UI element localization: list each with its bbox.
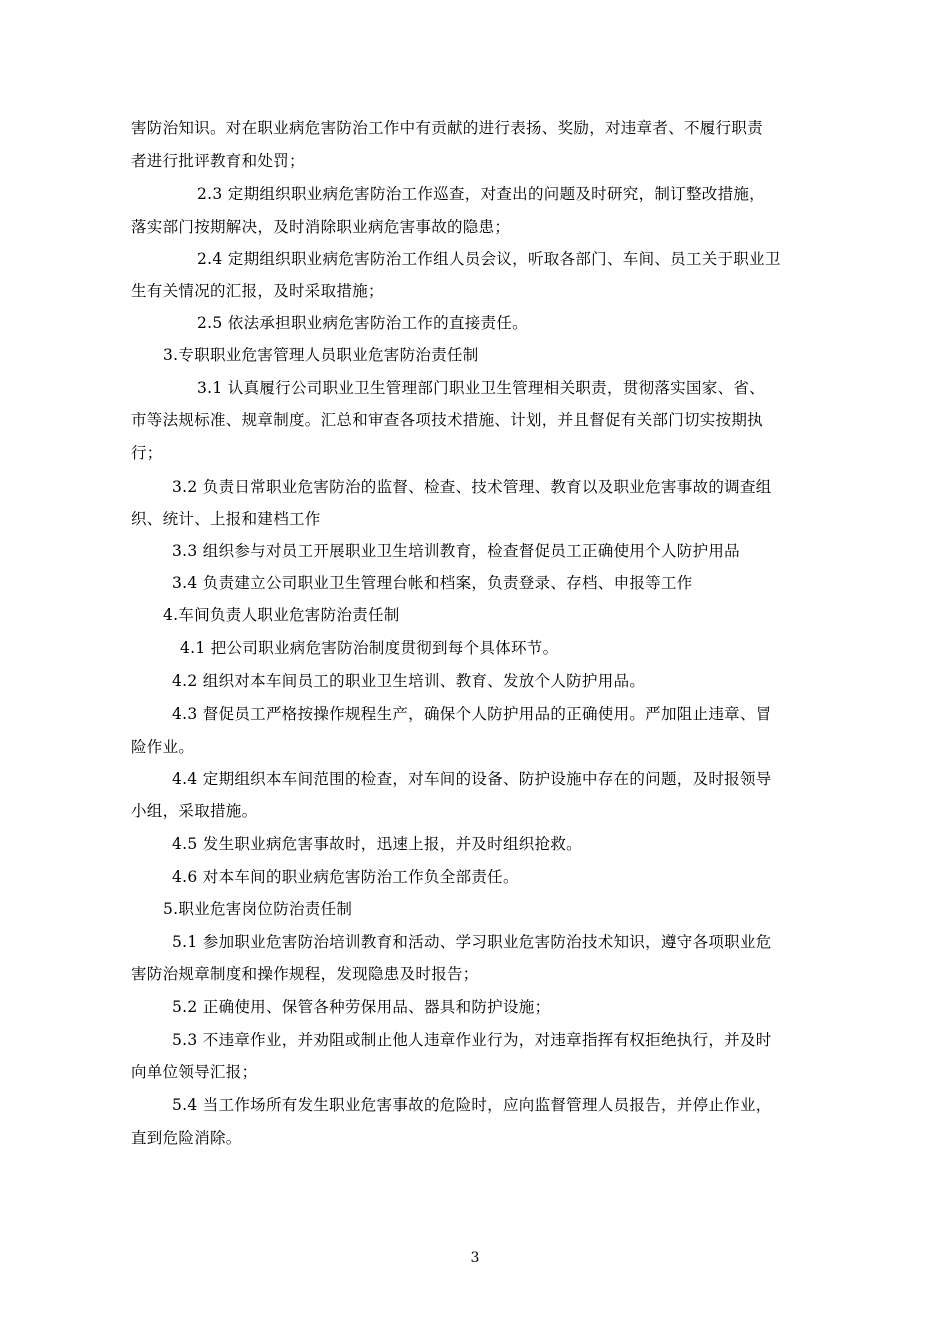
text-line: 3.3 组织参与对员工开展职业卫生培训教育，检查督促员工正确使用个人防护用品	[172, 542, 740, 560]
text-line: 3.2 负责日常职业危害防治的监督、检查、技术管理、教育以及职业危害事故的调查组	[172, 478, 772, 496]
text-line: 行；	[131, 444, 163, 462]
text-line: 者进行批评教育和处罚；	[131, 152, 305, 170]
section-heading: 3.专职职业危害管理人员职业危害防治责任制	[163, 346, 479, 364]
text-line: 4.3 督促员工严格按操作规程生产，确保个人防护用品的正确使用。严加阻止违章、冒	[172, 705, 772, 723]
section-heading: 4.车间负责人职业危害防治责任制	[163, 606, 400, 624]
text-line: 直到危险消除。	[131, 1129, 242, 1147]
text-line: 5.2 正确使用、保管各种劳保用品、器具和防护设施；	[172, 998, 551, 1016]
text-line: 4.4 定期组织本车间范围的检查，对车间的设备、防护设施中存在的问题，及时报领导	[172, 770, 772, 788]
text-line: 害防治规章制度和操作规程，发现隐患及时报告；	[131, 965, 479, 983]
text-line: 2.3 定期组织职业病危害防治工作巡查，对查出的问题及时研究，制订整改措施，	[197, 185, 765, 203]
text-line: 落实部门按期解决，及时消除职业病危害事故的隐患；	[131, 218, 511, 236]
page-number: 3	[470, 1250, 480, 1266]
text-line: 向单位领导汇报；	[131, 1063, 258, 1081]
text-line: 4.5 发生职业病危害事故时，迅速上报，并及时组织抢救。	[172, 835, 582, 853]
text-line: 5.4 当工作场所有发生职业危害事故的危险时，应向监督管理人员报告，并停止作业，	[172, 1096, 772, 1114]
text-line: 市等法规标准、规章制度。汇总和审查各项技术措施、计划，并且督促有关部门切实按期执	[131, 411, 764, 429]
text-line: 4.2 组织对本车间员工的职业卫生培训、教育、发放个人防护用品。	[172, 672, 646, 690]
text-line: 险作业。	[131, 738, 195, 756]
text-line: 2.4 定期组织职业病危害防治工作组人员会议，听取各部门、车间、员工关于职业卫	[197, 250, 781, 268]
text-line: 5.1 参加职业危害防治培训教育和活动、学习职业危害防治技术知识，遵守各项职业危	[172, 933, 772, 951]
text-line: 5.3 不违章作业，并劝阻或制止他人违章作业行为，对违章指挥有权拒绝执行，并及时	[172, 1031, 772, 1049]
text-line: 害防治知识。对在职业病危害防治工作中有贡献的进行表扬、奖励，对违章者、不履行职责	[131, 119, 764, 137]
text-line: 小组，采取措施。	[131, 802, 258, 820]
section-heading: 5.职业危害岗位防治责任制	[163, 900, 353, 918]
text-line: 织、统计、上报和建档工作	[131, 510, 321, 528]
text-line: 3.4 负责建立公司职业卫生管理台帐和档案，负责登录、存档、申报等工作	[172, 574, 693, 592]
text-line: 4.1 把公司职业病危害防治制度贯彻到每个具体环节。	[180, 639, 559, 657]
text-line: 3.1 认真履行公司职业卫生管理部门职业卫生管理相关职责，贯彻落实国家、省、	[197, 379, 765, 397]
text-line: 4.6 对本车间的职业病危害防治工作负全部责任。	[172, 868, 519, 886]
text-line: 生有关情况的汇报，及时采取措施；	[131, 282, 384, 300]
text-line: 2.5 依法承担职业病危害防治工作的直接责任。	[197, 314, 528, 332]
